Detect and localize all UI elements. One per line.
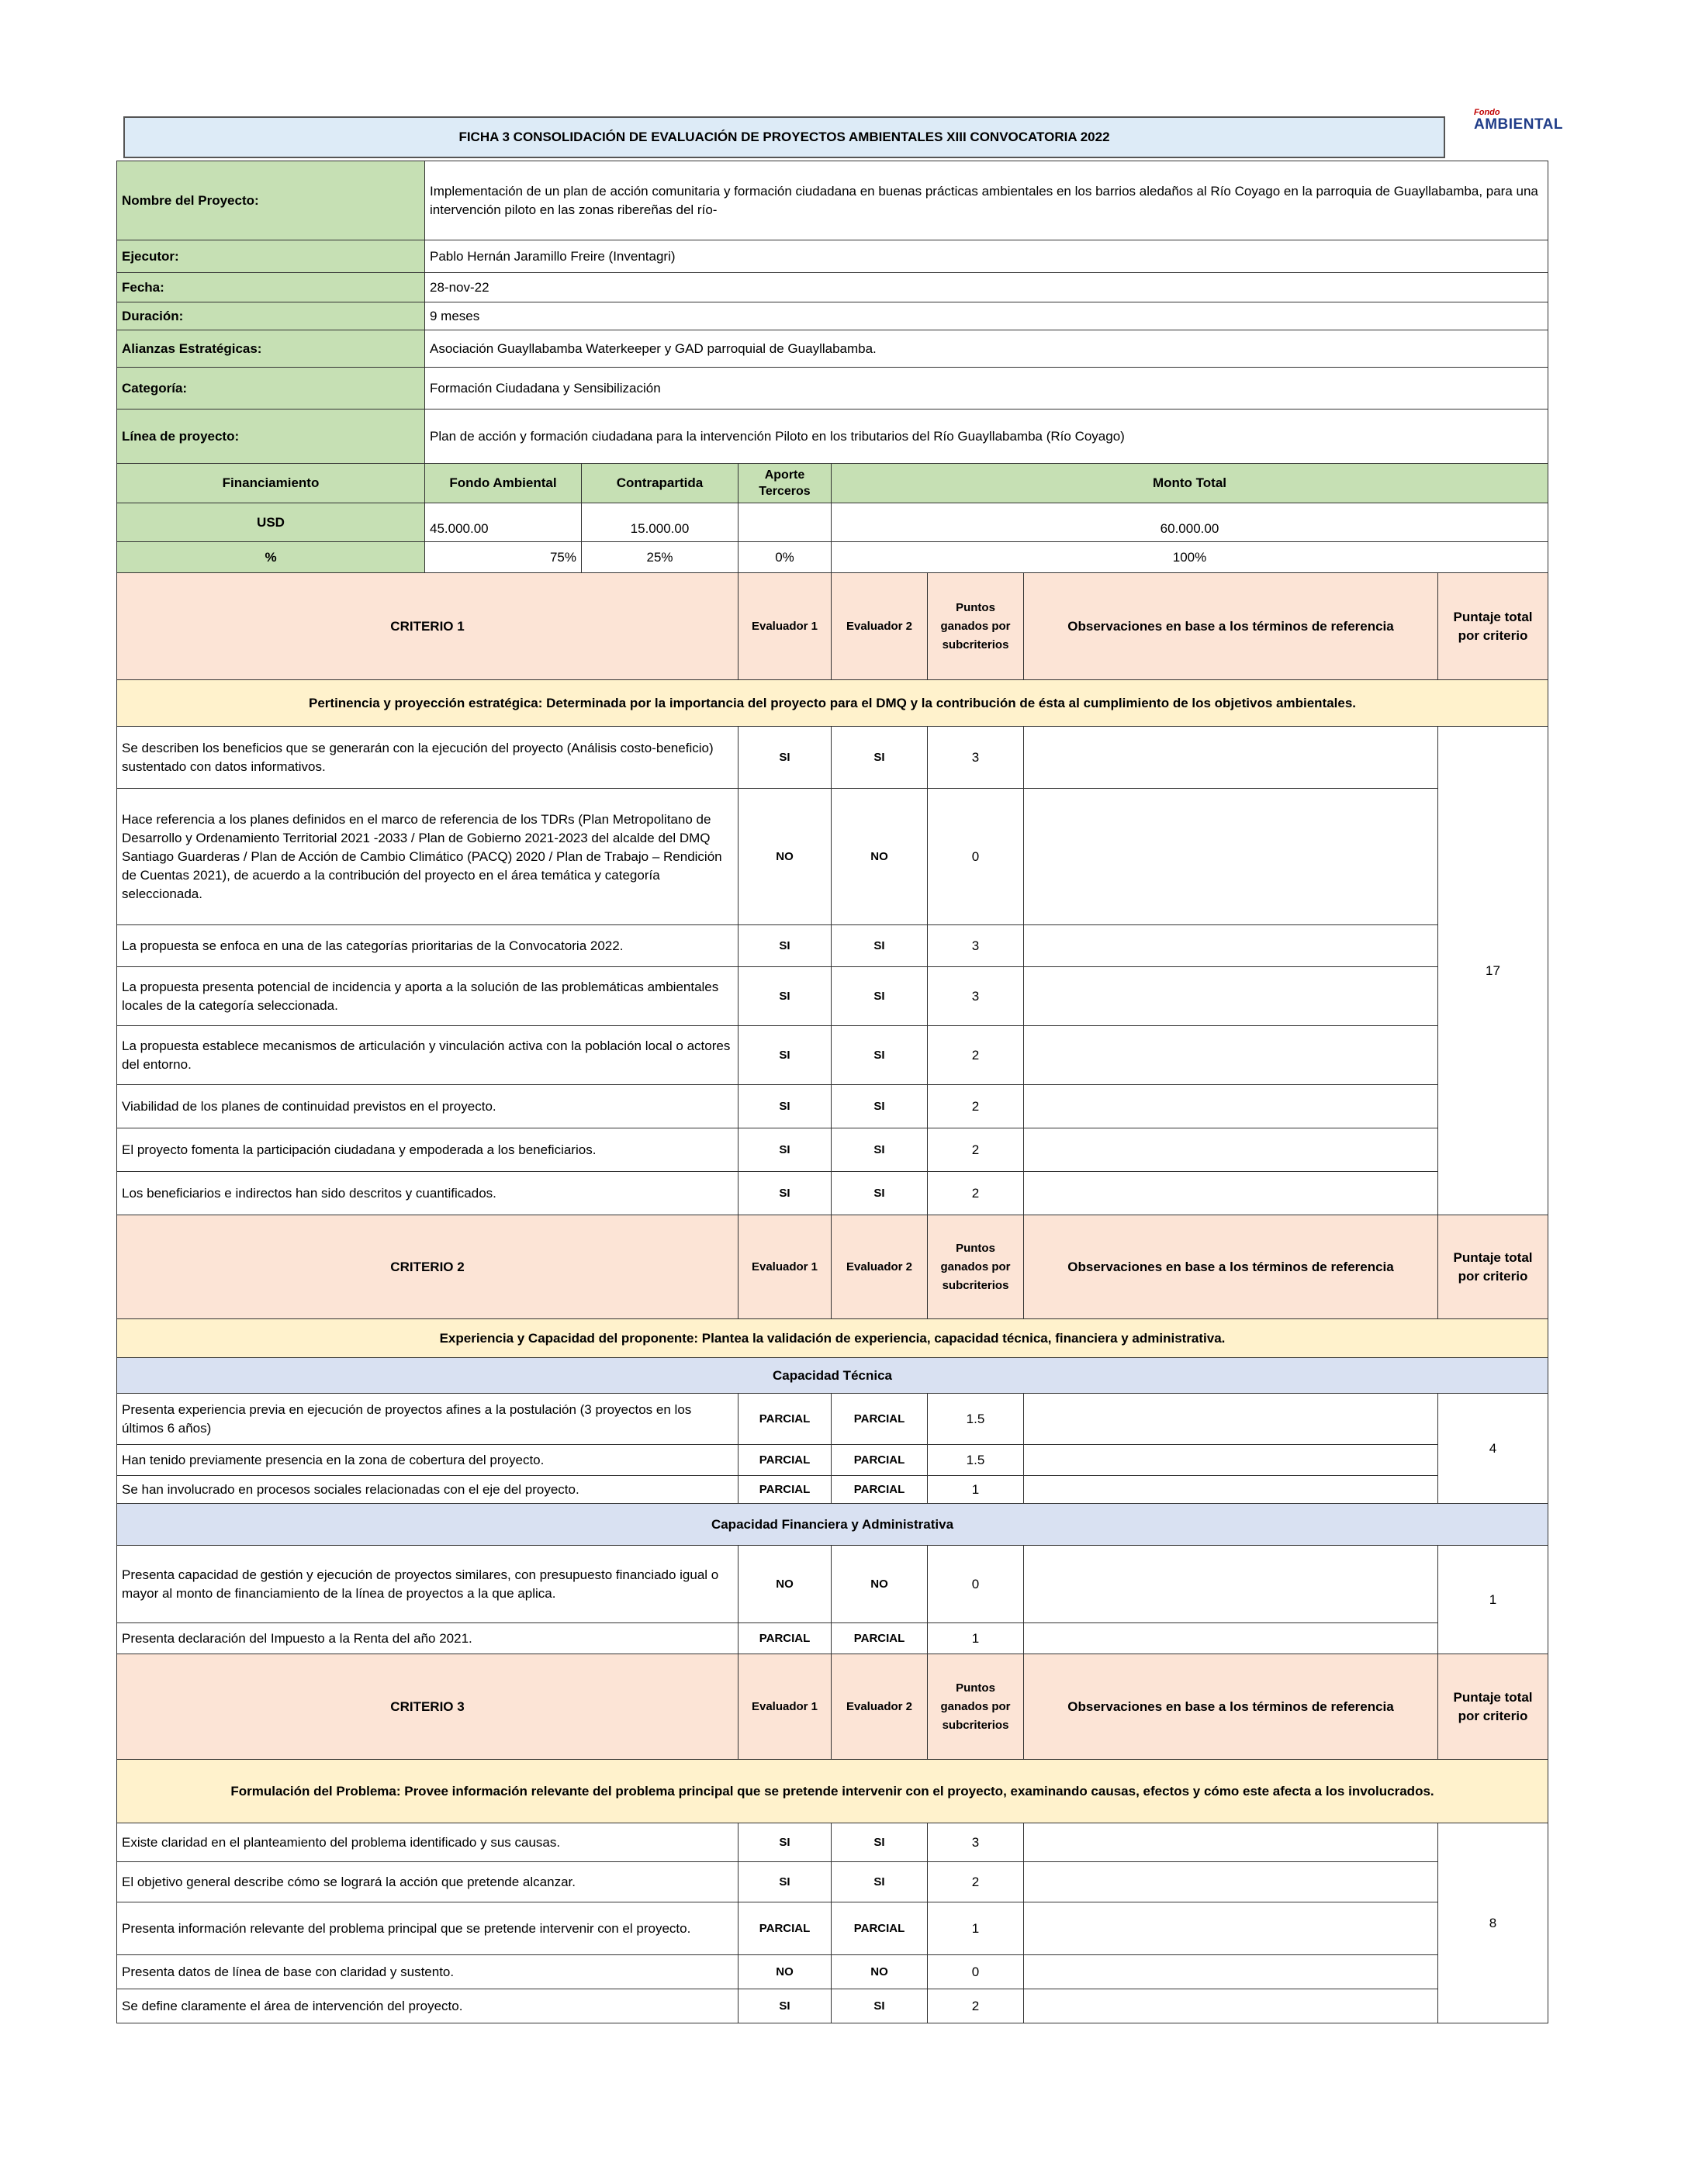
col-header-puntos: Puntos ganados por subcriterios bbox=[928, 1654, 1024, 1760]
ev1-value: NO bbox=[738, 1955, 832, 1989]
fin-header-total: Monto Total bbox=[832, 464, 1548, 503]
points-value: 3 bbox=[928, 925, 1024, 967]
ev2-value: SI bbox=[832, 1823, 928, 1862]
criterion-text: Los beneficiarios e indirectos han sido descritos y cuantificados. bbox=[117, 1172, 738, 1215]
form-title: FICHA 3 CONSOLIDACIÓN DE EVALUACIÓN DE PROYECTOS AMBIENTALES XIII CONVOCATORIA 2022 bbox=[123, 116, 1445, 158]
col-header-puntos: Puntos ganados por subcriterios bbox=[928, 573, 1024, 680]
observation-cell bbox=[1024, 1902, 1438, 1955]
points-value: 2 bbox=[928, 1172, 1024, 1215]
col-header-ev2: Evaluador 2 bbox=[832, 573, 928, 680]
ev2-value: PARCIAL bbox=[832, 1902, 928, 1955]
criterio2-header-row bbox=[117, 1215, 1548, 1319]
ev1-value: PARCIAL bbox=[738, 1394, 832, 1445]
info-row-ejecutor bbox=[117, 240, 1548, 273]
observation-cell bbox=[1024, 1546, 1438, 1623]
ev2-value: PARCIAL bbox=[832, 1476, 928, 1504]
table-row bbox=[117, 1476, 1548, 1504]
fin-pct-contrapartida: 25% bbox=[582, 542, 738, 573]
criterion-text: La propuesta establece mecanismos de articulación y vinculación activa con la población local o actores del entorno. bbox=[117, 1026, 738, 1085]
points-value: 0 bbox=[928, 1546, 1024, 1623]
observation-cell bbox=[1024, 1172, 1438, 1215]
col-header-ev1: Evaluador 1 bbox=[738, 573, 832, 680]
table-row bbox=[117, 1172, 1548, 1215]
criterio2-title: CRITERIO 2 bbox=[117, 1215, 738, 1319]
ev2-value: SI bbox=[832, 967, 928, 1026]
points-value: 1 bbox=[928, 1623, 1024, 1654]
criterio3-total: 8 bbox=[1438, 1823, 1548, 2023]
table-row bbox=[117, 1445, 1548, 1476]
observation-cell bbox=[1024, 1862, 1438, 1902]
capacidad-financiera-row bbox=[117, 1504, 1548, 1546]
criterio1-total: 17 bbox=[1438, 727, 1548, 1215]
logo-small-text: Fondo bbox=[1474, 108, 1500, 117]
fin-pct-fondo: 75% bbox=[425, 542, 582, 573]
criterion-text: Presenta información relevante del problema principal que se pretende intervenir con el proyecto. bbox=[117, 1902, 738, 1955]
points-value: 1 bbox=[928, 1476, 1024, 1504]
ev2-value: PARCIAL bbox=[832, 1394, 928, 1445]
criterion-text: La propuesta se enfoca en una de las categorías prioritarias de la Convocatoria 2022. bbox=[117, 925, 738, 967]
info-row-linea bbox=[117, 410, 1548, 464]
fin-pct-total: 100% bbox=[832, 542, 1548, 573]
table-row bbox=[117, 1128, 1548, 1172]
table-row bbox=[117, 1989, 1548, 2023]
ev1-value: NO bbox=[738, 1546, 832, 1623]
criterion-text: La propuesta presenta potencial de incidencia y aporta a la solución de las problemáticas ambientales locales de la categoría seleccionada. bbox=[117, 967, 738, 1026]
capacidad-tecnica-total: 4 bbox=[1438, 1394, 1548, 1504]
evaluation-table bbox=[116, 161, 1548, 2023]
capacidad-financiera-total: 1 bbox=[1438, 1546, 1548, 1654]
capacidad-tecnica-title: Capacidad Técnica bbox=[117, 1358, 1548, 1394]
ev2-value: SI bbox=[832, 1085, 928, 1128]
financing-pct-row bbox=[117, 542, 1548, 573]
fin-pct-label: % bbox=[117, 542, 425, 573]
ev2-value: SI bbox=[832, 925, 928, 967]
fin-header-fondo: Fondo Ambiental bbox=[425, 464, 582, 503]
criterion-text: Se describen los beneficios que se generarán con la ejecución del proyecto (Análisis costo-beneficio) sustentado con datos informativos. bbox=[117, 727, 738, 789]
table-row bbox=[117, 1026, 1548, 1085]
observation-cell bbox=[1024, 727, 1438, 789]
ev1-value: PARCIAL bbox=[738, 1445, 832, 1476]
info-value: Asociación Guayllabamba Waterkeeper y GAD parroquial de Guayllabamba. bbox=[425, 330, 1548, 368]
col-header-ev2: Evaluador 2 bbox=[832, 1215, 928, 1319]
capacidad-tecnica-row bbox=[117, 1358, 1548, 1394]
criterion-text: Hace referencia a los planes definidos en el marco de referencia de los TDRs (Plan Metropolitano de Desarrollo y Ordenamiento Territorial 2021 -2033 / Plan de Gobierno 2021-2023 del alcalde del DMQ Santiago Guarderas / Plan de Acción de Cambio Climático (PACQ) 2020 / Plan de Trabajo – Rendición de Cuentas 2021), de acuerdo a la contribución del proyecto en el área temática y categoría seleccionada. bbox=[117, 789, 738, 925]
fin-header-financiamiento: Financiamiento bbox=[117, 464, 425, 503]
points-value: 2 bbox=[928, 1862, 1024, 1902]
col-header-ev1: Evaluador 1 bbox=[738, 1654, 832, 1760]
criterion-text: Presenta declaración del Impuesto a la Renta del año 2021. bbox=[117, 1623, 738, 1654]
criterion-text: Viabilidad de los planes de continuidad previstos en el proyecto. bbox=[117, 1085, 738, 1128]
criterion-text: Se define claramente el área de intervención del proyecto. bbox=[117, 1989, 738, 2023]
info-label: Línea de proyecto: bbox=[117, 410, 425, 464]
info-row-alianzas bbox=[117, 330, 1548, 368]
observation-cell bbox=[1024, 1476, 1438, 1504]
ev1-value: SI bbox=[738, 1823, 832, 1862]
info-value: 28-nov-22 bbox=[425, 273, 1548, 302]
fin-pct-terceros: 0% bbox=[738, 542, 832, 573]
criterion-text: Presenta datos de línea de base con claridad y sustento. bbox=[117, 1955, 738, 1989]
fin-usd-label: USD bbox=[117, 503, 425, 542]
criterion-text: El proyecto fomenta la participación ciudadana y empoderada a los beneficiarios. bbox=[117, 1128, 738, 1172]
table-row bbox=[117, 1623, 1548, 1654]
col-header-obs: Observaciones en base a los términos de referencia bbox=[1024, 1654, 1438, 1760]
table-row bbox=[117, 1085, 1548, 1128]
info-label: Duración: bbox=[117, 302, 425, 330]
info-value: Formación Ciudadana y Sensibilización bbox=[425, 368, 1548, 410]
criterio1-description: Pertinencia y proyección estratégica: Determinada por la importancia del proyecto para el DMQ y la contribución de ésta al cumplimiento de los objetivos ambientales. bbox=[117, 680, 1548, 727]
fondo-ambiental-logo bbox=[1474, 108, 1563, 139]
observation-cell bbox=[1024, 1989, 1438, 2023]
criterio2-description-row bbox=[117, 1319, 1548, 1358]
col-header-total: Puntaje total por criterio bbox=[1438, 1215, 1548, 1319]
points-value: 2 bbox=[928, 1026, 1024, 1085]
observation-cell bbox=[1024, 1823, 1438, 1862]
info-value: Pablo Hernán Jaramillo Freire (Inventagri) bbox=[425, 240, 1548, 273]
table-row bbox=[117, 925, 1548, 967]
info-value: 9 meses bbox=[425, 302, 1548, 330]
financing-header-row bbox=[117, 464, 1548, 503]
points-value: 3 bbox=[928, 727, 1024, 789]
info-label: Ejecutor: bbox=[117, 240, 425, 273]
criterion-text: Presenta experiencia previa en ejecución de proyectos afines a la postulación (3 proyectos en los últimos 6 años) bbox=[117, 1394, 738, 1445]
table-row bbox=[117, 1955, 1548, 1989]
table-row bbox=[117, 1902, 1548, 1955]
points-value: 0 bbox=[928, 789, 1024, 925]
col-header-puntos: Puntos ganados por subcriterios bbox=[928, 1215, 1024, 1319]
info-value: Plan de acción y formación ciudadana para la intervención Piloto en los tributarios del Río Guayllabamba (Río Coyago) bbox=[425, 410, 1548, 464]
col-header-ev1: Evaluador 1 bbox=[738, 1215, 832, 1319]
financing-usd-row bbox=[117, 503, 1548, 542]
criterio3-header-row bbox=[117, 1654, 1548, 1760]
criterio3-title: CRITERIO 3 bbox=[117, 1654, 738, 1760]
observation-cell bbox=[1024, 925, 1438, 967]
table-row bbox=[117, 789, 1548, 925]
ev1-value: PARCIAL bbox=[738, 1902, 832, 1955]
col-header-obs: Observaciones en base a los términos de referencia bbox=[1024, 1215, 1438, 1319]
points-value: 2 bbox=[928, 1085, 1024, 1128]
ev2-value: SI bbox=[832, 1989, 928, 2023]
table-row bbox=[117, 1546, 1548, 1623]
table-row bbox=[117, 1394, 1548, 1445]
ev2-value: PARCIAL bbox=[832, 1445, 928, 1476]
table-row bbox=[117, 967, 1548, 1026]
criterio3-description: Formulación del Problema: Provee información relevante del problema principal que se pretende intervenir con el proyecto, examinando causas, efectos y cómo este afecta a los involucrados. bbox=[117, 1760, 1548, 1823]
table-row bbox=[117, 1862, 1548, 1902]
ev2-value: NO bbox=[832, 1955, 928, 1989]
fin-header-contrapartida: Contrapartida bbox=[582, 464, 738, 503]
ev1-value: SI bbox=[738, 1989, 832, 2023]
info-row-categoria bbox=[117, 368, 1548, 410]
points-value: 1.5 bbox=[928, 1394, 1024, 1445]
points-value: 0 bbox=[928, 1955, 1024, 1989]
ev2-value: NO bbox=[832, 789, 928, 925]
info-label: Alianzas Estratégicas: bbox=[117, 330, 425, 368]
ev2-value: NO bbox=[832, 1546, 928, 1623]
points-value: 2 bbox=[928, 1989, 1024, 2023]
ev1-value: SI bbox=[738, 1085, 832, 1128]
ev1-value: SI bbox=[738, 1862, 832, 1902]
info-row-duracion bbox=[117, 302, 1548, 330]
observation-cell bbox=[1024, 1623, 1438, 1654]
ev2-value: SI bbox=[832, 1026, 928, 1085]
col-header-total: Puntaje total por criterio bbox=[1438, 1654, 1548, 1760]
ev1-value: SI bbox=[738, 967, 832, 1026]
criterion-text: Han tenido previamente presencia en la zona de cobertura del proyecto. bbox=[117, 1445, 738, 1476]
info-label: Categoría: bbox=[117, 368, 425, 410]
ev2-value: PARCIAL bbox=[832, 1623, 928, 1654]
info-label: Nombre del Proyecto: bbox=[117, 161, 425, 240]
table-row bbox=[117, 727, 1548, 789]
ev1-value: PARCIAL bbox=[738, 1476, 832, 1504]
table-row bbox=[117, 1823, 1548, 1862]
points-value: 2 bbox=[928, 1128, 1024, 1172]
capacidad-financiera-title: Capacidad Financiera y Administrativa bbox=[117, 1504, 1548, 1546]
col-header-ev2: Evaluador 2 bbox=[832, 1654, 928, 1760]
ev2-value: SI bbox=[832, 727, 928, 789]
criterion-text: Se han involucrado en procesos sociales relacionadas con el eje del proyecto. bbox=[117, 1476, 738, 1504]
criterio1-header-row bbox=[117, 573, 1548, 680]
observation-cell bbox=[1024, 1394, 1438, 1445]
observation-cell bbox=[1024, 1085, 1438, 1128]
ev1-value: SI bbox=[738, 727, 832, 789]
col-header-total: Puntaje total por criterio bbox=[1438, 573, 1548, 680]
ev1-value: NO bbox=[738, 789, 832, 925]
ev1-value: SI bbox=[738, 1172, 832, 1215]
fin-header-terceros: Aporte Terceros bbox=[738, 464, 832, 503]
fin-usd-fondo: 45.000.00 bbox=[425, 503, 582, 542]
criterion-text: Presenta capacidad de gestión y ejecución de proyectos similares, con presupuesto financiado igual o mayor al monto de financiamiento de la línea de proyectos a la que aplica. bbox=[117, 1546, 738, 1623]
fin-usd-terceros bbox=[738, 503, 832, 542]
ev1-value: SI bbox=[738, 1026, 832, 1085]
observation-cell bbox=[1024, 967, 1438, 1026]
ev2-value: SI bbox=[832, 1172, 928, 1215]
observation-cell bbox=[1024, 789, 1438, 925]
points-value: 1 bbox=[928, 1902, 1024, 1955]
ev1-value: SI bbox=[738, 925, 832, 967]
points-value: 3 bbox=[928, 1823, 1024, 1862]
criterion-text: Existe claridad en el planteamiento del problema identificado y sus causas. bbox=[117, 1823, 738, 1862]
info-row-fecha bbox=[117, 273, 1548, 302]
ev2-value: SI bbox=[832, 1128, 928, 1172]
criterio1-description-row bbox=[117, 680, 1548, 727]
criterion-text: El objetivo general describe cómo se logrará la acción que pretende alcanzar. bbox=[117, 1862, 738, 1902]
fin-usd-total: 60.000.00 bbox=[832, 503, 1548, 542]
ev1-value: PARCIAL bbox=[738, 1623, 832, 1654]
observation-cell bbox=[1024, 1128, 1438, 1172]
ev2-value: SI bbox=[832, 1862, 928, 1902]
observation-cell bbox=[1024, 1026, 1438, 1085]
info-value: Implementación de un plan de acción comunitaria y formación ciudadana en buenas prácticas ambientales en los barrios aledaños al Río Coyago en la parroquia de Guayllabamba, para una intervención piloto en las zonas ribereñas del río- bbox=[425, 161, 1548, 240]
ev1-value: SI bbox=[738, 1128, 832, 1172]
observation-cell bbox=[1024, 1955, 1438, 1989]
fin-usd-contrapartida: 15.000.00 bbox=[582, 503, 738, 542]
info-row-nombre bbox=[117, 161, 1548, 240]
info-label: Fecha: bbox=[117, 273, 425, 302]
criterio1-title: CRITERIO 1 bbox=[117, 573, 738, 680]
points-value: 3 bbox=[928, 967, 1024, 1026]
observation-cell bbox=[1024, 1445, 1438, 1476]
col-header-obs: Observaciones en base a los términos de referencia bbox=[1024, 573, 1438, 680]
logo-big-text: AMBIENTAL bbox=[1474, 116, 1563, 133]
criterio2-description: Experiencia y Capacidad del proponente: Plantea la validación de experiencia, capacidad técnica, financiera y administrativa. bbox=[117, 1319, 1548, 1358]
criterio3-description-row bbox=[117, 1760, 1548, 1823]
points-value: 1.5 bbox=[928, 1445, 1024, 1476]
